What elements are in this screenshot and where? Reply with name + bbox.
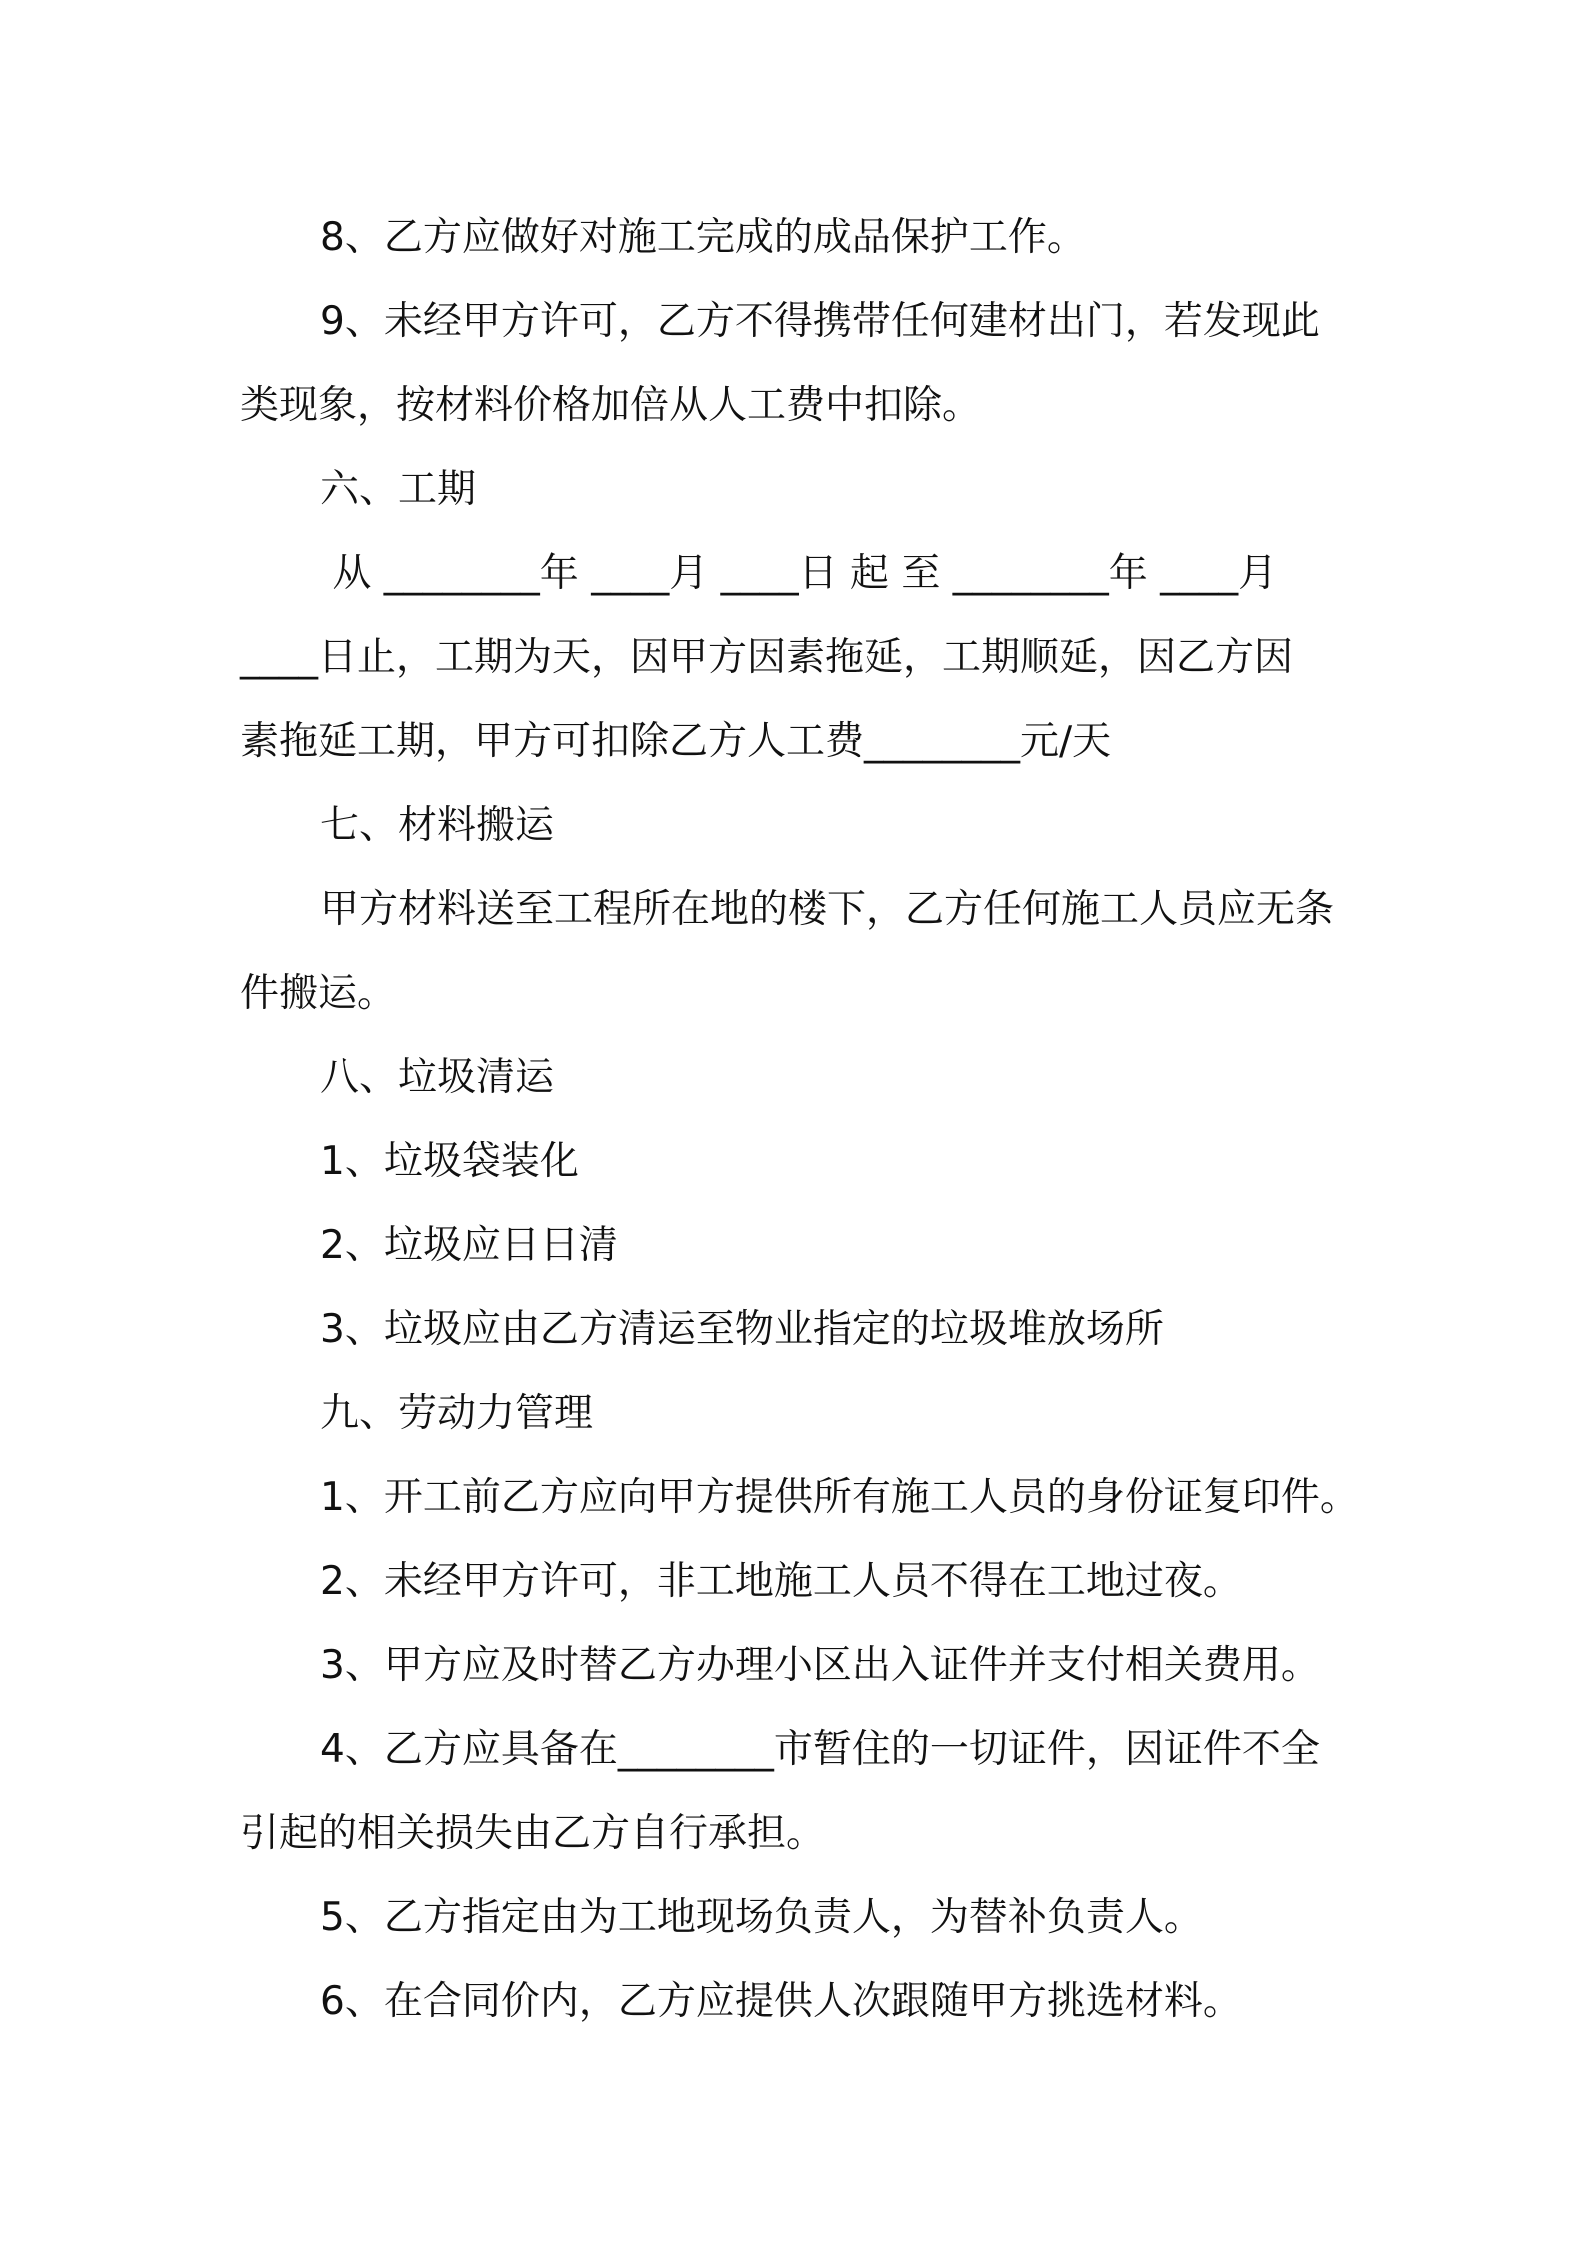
labor-item-2: 2、未经甲方许可，非工地施工人员不得在工地过夜。	[320, 1559, 1242, 1604]
paragraph-item-9-line-2: 类现象，按材料价格加倍从人工费中扣除。	[240, 383, 982, 428]
labor-item-4-line-2: 引起的相关损失由乙方自行承担。	[240, 1811, 826, 1856]
waste-item-3: 3、垃圾应由乙方清运至物业指定的垃圾堆放场所	[320, 1307, 1164, 1352]
waste-item-2: 2、垃圾应日日清	[320, 1223, 618, 1268]
section-heading-waste-removal: 八、垃圾清运	[320, 1055, 555, 1100]
paragraph-item-9-line-1: 9、未经甲方许可，乙方不得携带任何建材出门，若发现此	[320, 299, 1320, 344]
paragraph-item-8: 8、乙方应做好对施工完成的成品保护工作。	[320, 215, 1086, 260]
labor-item-5: 5、乙方指定由为工地现场负责人，为替补负责人。	[320, 1895, 1203, 1940]
labor-item-1: 1、开工前乙方应向甲方提供所有施工人员的身份证复印件。	[320, 1475, 1359, 1520]
document-body	[240, 196, 1370, 2044]
schedule-paragraph-line-3: 素拖延工期，甲方可扣除乙方人工费________元/天	[240, 719, 1112, 764]
schedule-paragraph-line-2: ____日止，工期为天，因甲方因素拖延，工期顺延，因乙方因	[240, 635, 1294, 680]
section-heading-schedule: 六、工期	[320, 467, 477, 512]
section-heading-material-transport: 七、材料搬运	[320, 803, 555, 848]
labor-item-6: 6、在合同价内，乙方应提供人次跟随甲方挑选材料。	[320, 1979, 1242, 2024]
material-transport-line-1: 甲方材料送至工程所在地的楼下，乙方任何施工人员应无条	[320, 887, 1335, 932]
waste-item-1: 1、垃圾袋装化	[320, 1139, 579, 1184]
section-heading-labor-management: 九、劳动力管理	[320, 1391, 594, 1436]
material-transport-line-2: 件搬运。	[240, 971, 397, 1016]
labor-item-3: 3、甲方应及时替乙方办理小区出入证件并支付相关费用。	[320, 1643, 1320, 1688]
labor-item-4-line-1: 4、乙方应具备在________市暂住的一切证件，因证件不全	[320, 1727, 1320, 1772]
schedule-paragraph-line-1: 从 ________年 ____月 ____日 起 至 ________年 ____月	[320, 551, 1278, 596]
